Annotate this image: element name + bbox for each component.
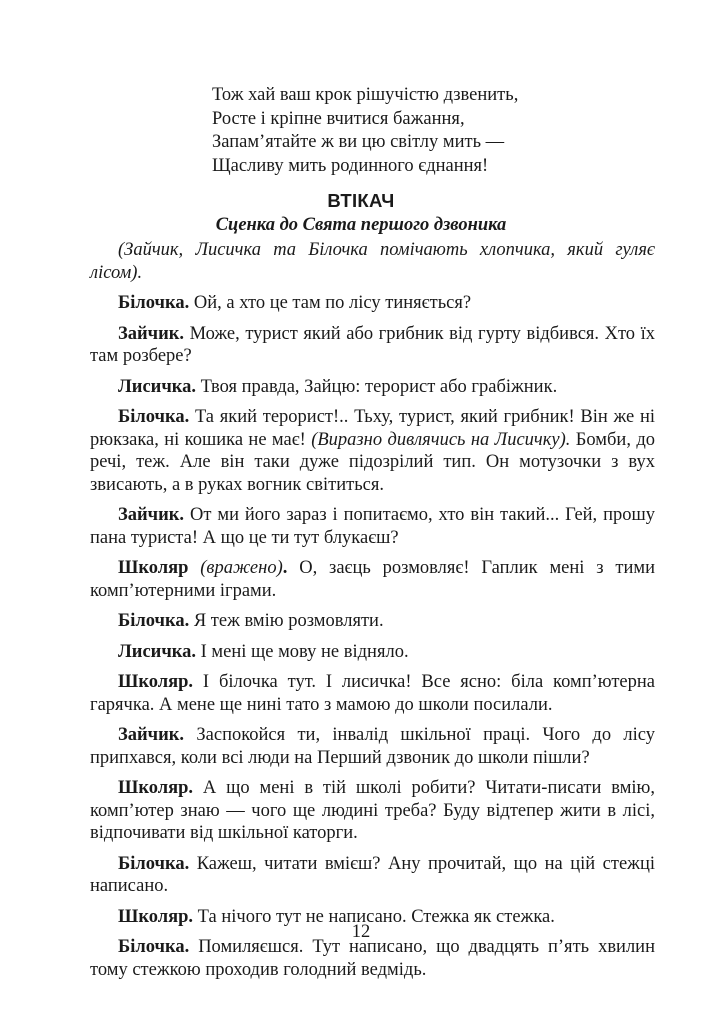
dialogue-text: Я теж вмію розмовляти. — [189, 611, 384, 631]
stage-direction-inline: (Виразно дивлячись на Лисичку). — [311, 429, 571, 450]
speaker-name-end: . — [282, 558, 288, 578]
dialogue-text: Бомби, до речі, теж. Але він таки дуже підозрілий тип. Он мотузочки з вух звисають, а в руках вогник світиться. — [90, 429, 655, 495]
dialogue-text: Ой, а хто це там по лісу тиняється? — [189, 293, 472, 313]
dialogue-text: Кажеш, читати вмієш? Ану прочитай, що на цій стежці написано. — [90, 853, 655, 896]
dialogue-text: І мені ще мову не відняло. — [196, 641, 409, 662]
dialogue-line — [90, 671, 655, 716]
dialogue-line — [90, 853, 655, 898]
poem-line: Щасливу мить родинного єднання! — [212, 155, 489, 176]
poem-line: Тож хай ваш крок рішучістю дзвенить, — [212, 85, 519, 105]
dialogue-text: Та який терорист!.. Тьху, турист, який грибник! Він же ні рюкзака, ні кошика не має! — [90, 407, 655, 450]
dialogue-line — [90, 376, 655, 399]
dialogue-text: Та нічого тут не написано. Стежка як стежка. — [193, 906, 555, 927]
speaker-name: Зайчик. — [118, 725, 185, 745]
speaker-name: Білочка. — [118, 853, 190, 874]
scene-title: ВТІКАЧ — [327, 190, 395, 211]
dialogue-text: І білочка тут. І лисичка! Все ясно: біла комп’ютерна гарячка. А мене ще нині тато з мамою до школи посилали. — [90, 672, 655, 715]
dialogue-line — [90, 777, 655, 845]
poem-stanza — [212, 84, 518, 178]
dialogue-text: Заспокойся ти, інвалід шкільної праці. Чого до лісу припхався, коли всі люди на Перший дзвоник до школи пішли? — [90, 725, 655, 768]
speaker-name: Лисичка. — [118, 641, 197, 662]
dialogue-line — [90, 406, 655, 496]
dialogue-line — [90, 724, 655, 769]
dialogue-line — [90, 323, 655, 368]
poem-line: Запам’ятайте ж ви цю світлу мить — — [212, 132, 505, 152]
speaker-name: Білочка. — [118, 611, 190, 631]
dialogue-text: А що мені в тій школі робити? Читати-писати вмію, комп’ютер знаю — чого ще людині треба? Буду відтепер жити в лісі, відпочивати від шкільної каторги. — [90, 778, 655, 843]
speaker-name: Зайчик. — [118, 505, 185, 525]
dialogue-line — [90, 641, 655, 664]
dialogue-line — [90, 504, 655, 549]
speaker-name: Школяр. — [118, 906, 194, 927]
dialogue-text: Твоя правда, Зайцю: терорист або грабіжник. — [196, 376, 558, 397]
speaker-name: Лисичка. — [118, 376, 197, 397]
dialogue-text: Може, турист який або грибник від гурту відбився. Хто їх там розбере? — [90, 323, 655, 366]
speaker-name: Зайчик. — [118, 323, 185, 344]
dialogue-text: О, заєць розмовляє! Гаплик мені з тими комп’ютерними іграми. — [90, 558, 655, 601]
speaker-name: Білочка. — [118, 407, 190, 427]
speaker-name: Школяр. — [118, 672, 194, 692]
stage-direction-inline: (вражено) — [188, 558, 283, 578]
scene-body — [90, 239, 655, 989]
dialogue-text: Помиляєшся. Тут написано, що двадцять п’ять хвилин тому стежкою проходив голодний ведмідь. — [90, 937, 655, 980]
poem-line: Росте і кріпне вчитися бажання, — [212, 108, 465, 129]
stage-direction: (Зайчик, Лисичка та Білочка помічають хлопчика, який гуляє лісом). — [90, 240, 655, 283]
scene-subtitle: Сценка до Свята першого дзвоника — [215, 215, 507, 235]
dialogue-line — [90, 292, 655, 315]
speaker-name: Білочка. — [118, 293, 190, 313]
speaker-name: Школяр — [118, 558, 189, 578]
page-number: 12 — [351, 922, 371, 942]
dialogue-text: От ми його зараз і попитаємо, хто він такий... Гей, прошу пана туриста! А що це ти тут блукаєш? — [90, 505, 655, 548]
dialogue-line — [90, 557, 655, 602]
speaker-name: Білочка. — [118, 937, 190, 957]
dialogue-line — [90, 610, 655, 633]
speaker-name: Школяр. — [118, 778, 194, 798]
